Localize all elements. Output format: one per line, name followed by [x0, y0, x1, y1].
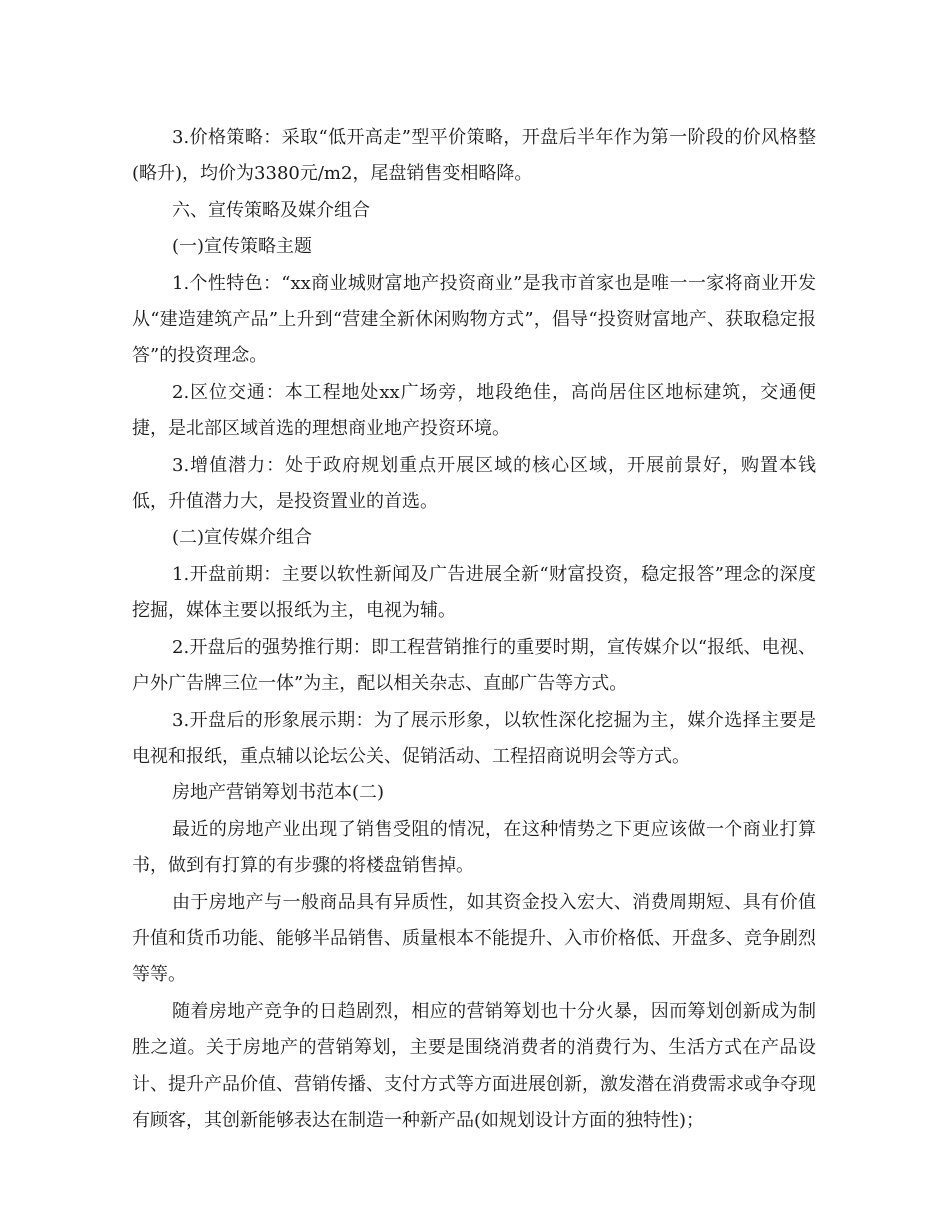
- document-body: [132, 120, 816, 1139]
- subheading-strategy-theme: (一)宣传策略主题: [172, 236, 313, 258]
- paragraph-pre-opening: 1.开盘前期：主要以软性新闻及广告进展全新“财富投资，稳定报答”理念的深度挖掘，媒体主要以报纸为主，电视为辅。: [132, 563, 816, 622]
- heading-sample-two: 房地产营销筹划书范本(二): [172, 782, 385, 804]
- paragraph-value-potential: 3.增值潜力：处于政府规划重点开展区域的核心区域，开展前景好，购置本钱低，升值潜力大，是投资置业的首选。: [132, 454, 816, 513]
- paragraph-promotion-period: 2.开盘后的强势推行期：即工程营销推行的重要时期，宣传媒介以“报纸、电视、户外广告牌三位一体”为主，配以相关杂志、直邮广告等方式。: [132, 636, 816, 695]
- paragraph-heterogeneity: 由于房地产与一般商品具有异质性，如其资金投入宏大、消费周期短、具有价值升值和货币功能、能够半品销售、质量根本不能提升、入市价格低、开盘多、竞争剧烈等等。: [132, 891, 816, 986]
- paragraph-innovation: 随着房地产竞争的日趋剧烈，相应的营销筹划也十分火暴，因而筹划创新成为制胜之道。关于房地产的营销筹划，主要是围绕消费者的消费行为、生活方式在产品设计、提升产品价值、营销传播、支付方式等方面进展创新，激发潜在消费需求或争夺现有顾客，其创新能够表达在制造一种新产品(如规划设计方面的独特性)；: [132, 1000, 816, 1131]
- paragraph-market-situation: 最近的房地产业出现了销售受阻的情况，在这种情势之下更应该做一个商业打算书，做到有打算的有步骤的将楼盘销售掉。: [132, 818, 816, 877]
- paragraph-location-traffic: 2.区位交通：本工程地处xx广场旁，地段绝佳，高尚居住区地标建筑，交通便捷，是北部区域首选的理想商业地产投资环境。: [132, 381, 816, 440]
- paragraph-characteristics: 1.个性特色：“xx商业城财富地产投资商业”是我市首家也是唯一一家将商业开发从“建造建筑产品”上升到“营建全新休闲购物方式”，倡导“投资财富地产、获取稳定报答”的投资理念。: [132, 272, 816, 367]
- paragraph-price-strategy: 3.价格策略：采取“低开高走”型平价策略，开盘后半年作为第一阶段的价风格整(略升)，均价为3380元/m2，尾盘销售变相略降。: [132, 127, 816, 185]
- subheading-media-mix: (二)宣传媒介组合: [172, 527, 313, 549]
- paragraph-image-period: 3.开盘后的形象展示期：为了展示形象，以软性深化挖掘为主，媒介选择主要是电视和报纸，重点辅以论坛公关、促销活动、工程招商说明会等方式。: [132, 709, 816, 767]
- heading-publicity-strategy: 六、宣传策略及媒介组合: [172, 199, 370, 221]
